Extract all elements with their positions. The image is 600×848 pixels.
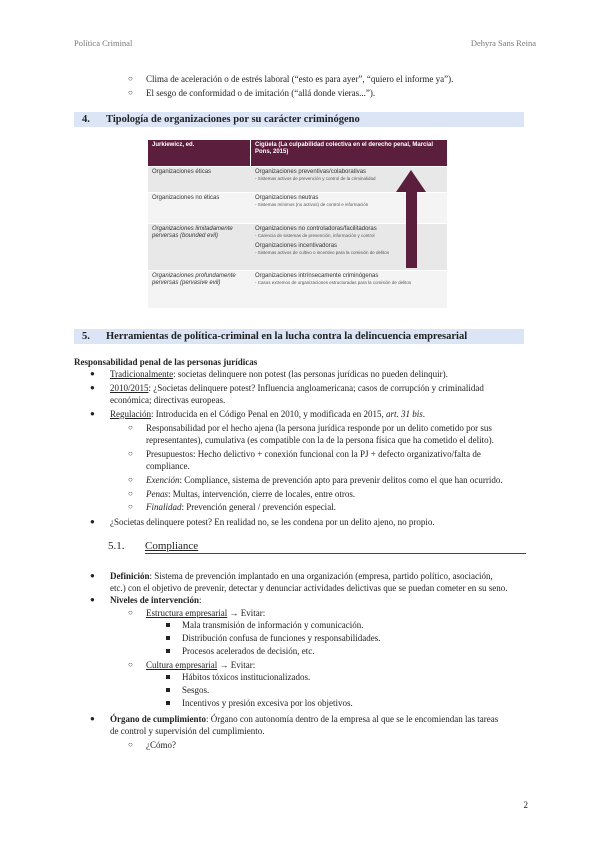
- circle-bullet-icon: ○: [128, 449, 133, 458]
- list-item-continuation: de control y supervisión del cumplimiento.: [110, 726, 265, 736]
- list-item: Regulación: Introducida en el Código Penal en 2010, y modificada en 2015, art. 31 bis.: [110, 409, 425, 419]
- square-bullet-icon: [166, 675, 170, 679]
- square-bullet-icon: [166, 701, 170, 705]
- circle-bullet-icon: ○: [128, 475, 133, 484]
- list-item: Órgano de cumplimiento: Órgano con autonomía dentro de la empresa al que se le encomiendan las tareas: [110, 714, 499, 724]
- table-row: Organizaciones éticas Organizaciones preventivas/colaborativas - Sistemas activos de prevención y control de la criminalidad: [148, 167, 447, 192]
- circle-bullet-icon: ○: [128, 489, 133, 498]
- list-item-continuation: etc.) con el objetivo de prevenir, detectar y denunciar actividades delictivas que se puedan cometer en su seno.: [110, 583, 508, 593]
- list-item: Clima de aceleración o de estrés laboral (“esto es para ayer”, “quiero el informe ya”).: [146, 74, 454, 84]
- bullet-icon: ●: [90, 369, 95, 378]
- section-5-heading: 5. Herramientas de política-criminal en la lucha contra la delincuencia empresarial: [74, 329, 524, 344]
- list-item: Definición: Sistema de prevención implantado en una organización (empresa, partido político, asociación,: [110, 571, 493, 581]
- bullet-icon: ●: [90, 383, 95, 392]
- list-item: 2010/2015: ¿Societas delinquere potest? Influencia angloamericana; casos de corrupción y criminalidad: [110, 383, 484, 393]
- list-item: Sesgos.: [182, 685, 210, 695]
- table-header-left: Jurkiewicz, ed.: [148, 140, 250, 166]
- bullet-icon: ●: [90, 595, 95, 604]
- circle-bullet-icon: ○: [128, 423, 133, 432]
- list-item: Presupuestos: Hecho delictivo + conexión funcional con la PJ + defecto organizativo/falta de: [146, 449, 481, 459]
- circle-bullet-icon: ○: [128, 74, 133, 83]
- list-item-continuation: económica; directivas europeas.: [110, 395, 226, 405]
- list-item: Finalidad: Prevención general / prevención especial.: [146, 502, 336, 512]
- square-bullet-icon: [166, 623, 170, 627]
- typology-table: [148, 140, 447, 308]
- bullet-icon: ●: [90, 409, 95, 418]
- table-row: Organizaciones profundamente perversas (pervasive evil) Organizaciones intrínsecamente criminógenas - Casos extremos de organizaciones estructuradas para la comisión de delitos: [148, 271, 447, 308]
- table-row: Organizaciones limitadamente perversas (bounded evil) Organizaciones no controladoras/facilitadoras - Carencia de sistemas de prevención, información y control Organizaciones incentivadoras - Sistemas activos de cultivo o incentivo para la comisión de delitos: [148, 224, 447, 270]
- list-item: Procesos acelerados de decisión, etc.: [182, 646, 315, 656]
- circle-bullet-icon: ○: [128, 502, 133, 511]
- heading-rule: [145, 553, 526, 554]
- list-item-continuation: compliance.: [146, 461, 190, 471]
- circle-bullet-icon: ○: [128, 660, 133, 669]
- list-item-continuation: representantes), cumulativa (es compatible con la de la persona física que ha cometido el delito).: [146, 435, 494, 445]
- circle-bullet-icon: ○: [128, 608, 133, 617]
- square-bullet-icon: [166, 688, 170, 692]
- list-item: Estructura empresarial → Evitar:: [146, 608, 266, 618]
- running-header-left: Política Criminal: [74, 38, 133, 48]
- list-item: Responsabilidad por el hecho ajena (la persona jurídica responde por un delito cometido por sus: [146, 423, 492, 433]
- subheading-responsabilidad: Responsabilidad penal de las personas jurídicas: [74, 357, 258, 367]
- list-item: ¿Societas delinquere potest? En realidad no, se les condena por un delito ajeno, no propio.: [110, 517, 435, 527]
- table-row: Organizaciones no éticas Organizaciones neutras - Sistemas mínimos (no activos) de control e información: [148, 193, 447, 223]
- list-item: Distribución confusa de funciones y responsabilidades.: [182, 633, 381, 643]
- up-arrow-icon: [396, 170, 426, 192]
- circle-bullet-icon: ○: [128, 740, 133, 749]
- bullet-icon: ●: [90, 714, 95, 723]
- circle-bullet-icon: ○: [128, 88, 133, 97]
- section-4-heading: 4. Tipología de organizaciones por su carácter criminógeno: [74, 112, 524, 127]
- list-item: Tradicionalmente: societas delinquere non potest (las personas jurídicas no pueden delinquir).: [110, 369, 448, 379]
- list-item: Penas: Multas, intervención, cierre de locales, entre otros.: [146, 489, 356, 499]
- list-item: Hábitos tóxicos institucionalizados.: [182, 672, 311, 682]
- bullet-icon: ●: [90, 517, 95, 526]
- list-item: ¿Cómo?: [146, 740, 176, 750]
- running-header-right: Dehyra Sans Reina: [470, 38, 536, 48]
- square-bullet-icon: [166, 636, 170, 640]
- table-header-right: Cigüela (La culpabilidad colectiva en el derecho penal, Marcial Pons, 2015): [251, 140, 447, 166]
- list-item: Incentivos y presión excesiva por los objetivos.: [182, 698, 353, 708]
- list-item: Cultura empresarial → Evitar:: [146, 660, 256, 670]
- square-bullet-icon: [166, 649, 170, 653]
- page-number: 2: [523, 800, 528, 810]
- list-item: El sesgo de conformidad o de imitación (“allá donde vieras...”).: [146, 88, 376, 98]
- list-item: Exención: Compliance, sistema de prevención apto para prevenir delitos como el que han ocurrido.: [146, 475, 503, 485]
- list-item: Mala transmisión de información y comunicación.: [182, 620, 364, 630]
- up-arrow-shaft: [406, 192, 417, 268]
- bullet-icon: ●: [90, 571, 95, 580]
- list-item: Niveles de intervención:: [110, 595, 202, 605]
